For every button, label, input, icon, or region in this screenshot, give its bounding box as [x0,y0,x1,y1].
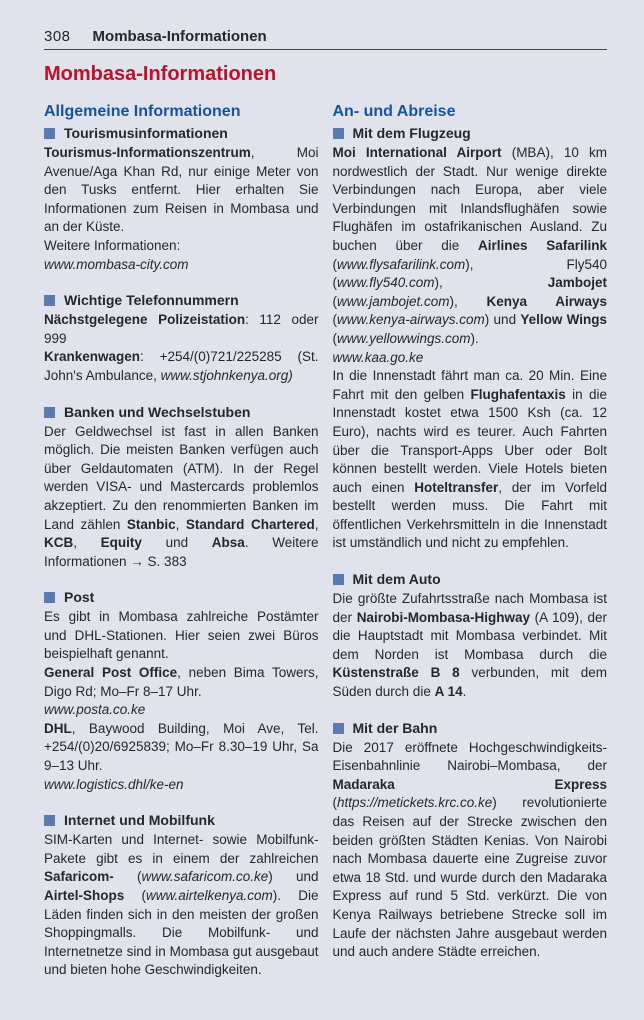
section-heading [44,292,319,308]
section-heading-label: Mit dem Auto [352,571,441,588]
paragraph [333,144,608,349]
group-heading: An- und Abreise [332,103,456,120]
paragraph [44,720,319,776]
paragraph [44,423,319,572]
text-run: , Baywood Building, Moi Ave, Tel. +254/(0)20/6925839; Mo–Fr 8.30–19 Uhr, Sa 9–13 Uhr. [44,720,319,774]
text-run: , neben Bima Towers, Digo Rd; Mo–Fr 8–17 Uhr. [44,665,319,699]
running-header [44,28,607,50]
text-run: Safaricom- [44,869,114,885]
text-run: ) revolutionierte das Reisen auf der Strecke zwischen den beiden größten Städten Kenias. Von Nairobi nach Mombasa dauerte eine Zugreise zuvor etwa 18 Std. und wurde durch den Madaraka Express auf rund 5 Std. verkürzt. Die von Kenya Railways betriebene Strecke soll im Laufe der nächsten Jahre ausgebaut werden und auch andere Städte erreichen. [332,795,607,960]
text-run: ( [332,256,337,272]
text-run: Die 2017 eröffnete Hochgeschwindigkeits-Eisenbahnlinie Nairobi–Mombasa, der [332,739,607,774]
section [44,125,319,274]
section [333,571,608,702]
paragraph [44,831,319,980]
section-heading [44,589,319,605]
text-run: Jambojet [547,275,607,291]
page-title: Mombasa-Informationen [44,63,277,85]
text-run: , [314,516,319,532]
right-column [333,103,608,998]
text-run: ( [332,312,337,328]
text-run: ( [332,293,337,309]
paragraph [44,311,319,348]
section-heading [44,404,319,420]
paragraph [333,739,608,962]
paragraph [333,349,608,368]
text-run: Weitere Informationen: [44,237,181,253]
text-run: Kenya Airways [486,293,607,309]
running-header-title: Mombasa-Informationen [92,28,267,45]
text-run: Standard Chartered [185,516,315,532]
paragraph [44,608,319,664]
text-run: General Post Office [44,665,178,681]
text-run: Absa [211,535,245,551]
text-run: Yellow Wings [520,312,607,328]
section [333,720,608,962]
text-run: Krankenwagen [44,349,141,365]
url-text: www.safaricom.co.ke [141,869,269,885]
section-bullet-icon [333,574,344,585]
section-bullet-icon [44,815,55,826]
text-run: verbunden, mit dem Süden durch die [332,665,607,700]
section-heading-label: Tourismusinformationen [64,125,228,141]
text-run: Stanbic [126,516,176,532]
section-heading [44,812,319,828]
section-bullet-icon [333,128,344,139]
text-run: (MBA), 10 km nordwestlich der Stadt. Nur wenige direkte Verbindungen nach Europa, aber viele Verbindungen mit Inlandsflughäfen sowie Flughäfen im ostafrikanischen Ausland. Zu buchen über die [332,145,607,253]
paragraph [333,367,608,553]
section-heading-label: Banken und Wechselstuben [64,403,251,420]
text-run: ). Die Läden finden sich in den meisten der großen Shoppingmalls. Die Mobilfunk- und Internetnetze sind in Mombasa gut ausgebaut und bieten hohe Geschwindigkeiten. [44,888,319,978]
paragraph [44,776,319,795]
section-bullet-icon [44,128,55,139]
url-text: www.flysafarilink.com [337,256,466,272]
text-run: In die Innenstadt fährt man ca. 20 Min. Eine Fahrt mit den gelben [332,368,607,402]
section [333,125,608,553]
text-run: : 112 oder 999 [44,312,319,346]
text-run: SIM-Karten und Internet- sowie Mobilfunk-Pakete gibt es in einem der zahlreichen [44,832,319,866]
group-heading: Allgemeine Informationen [44,103,241,120]
section-heading-label: Mit der Bahn [352,719,438,736]
text-run: Die größte Zufahrtsstraße nach Mombasa ist der [332,591,607,625]
section-heading [44,125,319,141]
url-text: www.logistics.dhl/ke-en [44,776,184,792]
text-run: und [141,535,212,551]
section-bullet-icon [44,295,55,306]
section-heading [333,571,608,587]
text-run: Nächstgelegene Polizeistation [44,312,246,328]
text-run: ( [124,888,146,903]
text-run: Der Geldwechsel ist fast in allen Banken möglich. Die meisten Banken verfügen auch über Geldautomaten (ATM). In der Regel werden VISA- und Mastercards problemlos akzeptiert. Zu den renommierten Banken im Land zählen [44,423,319,532]
section-heading [333,720,608,736]
section-heading-label: Post [64,589,95,606]
text-run: DHL [44,720,72,736]
text-run: , [73,535,101,551]
text-run: ), [449,293,487,309]
section [44,404,319,572]
text-run: Es gibt in Mombasa zahlreiche Postämter und DHL-Stationen. Hier seien zwei Büros beispielhaft genannt. [44,609,319,662]
paragraph [44,256,319,275]
url-text: www.kenya-airways.com [337,312,485,328]
text-run: ( [332,330,337,346]
paragraph [44,348,319,385]
url-text: www.posta.co.ke [44,702,146,718]
section-heading-label: Internet und Mobilfunk [64,812,215,829]
section-heading [333,125,608,141]
page-number: 308 [44,28,71,45]
text-run: . Weitere Informationen → S. 383 [44,535,319,569]
url-text: www.jambojet.com [337,293,450,309]
text-run: A 14 [434,684,463,700]
section-heading-label: Wichtige Telefonnummern [64,292,239,309]
text-run: in die Innenstadt kostet etwa 1500 Ksh (ca. 12 Euro), nachts wird es teurer. Auch Fahrten über die Transport-Apps Uber oder Bolt können bestellt werden. Viele Hotels bieten auch einen [332,386,607,495]
text-run: ( [113,869,142,885]
text-run: Küstenstraße B 8 [332,665,460,681]
text-run: ), Fly540 ( [332,256,607,291]
url-text: https://metickets.krc.co.ke [337,795,493,811]
text-run: (A 109), der die Hauptstadt mit Mombasa verbindet. Mit dem Norden ist Mombasa durch die [332,609,608,662]
text-run: Airtel-Shops [44,888,125,903]
url-text: www.fly540.com [337,275,435,291]
section [44,292,319,385]
text-run: Hoteltransfer [414,479,499,495]
text-run: ( [332,795,337,811]
url-text: www.stjohnkenya.org) [160,367,293,383]
section [44,589,319,794]
text-run: . [462,684,467,700]
text-run: ), [434,275,548,291]
text-run: Equity [100,535,142,551]
text-run: , der im Vorfeld bestellt werden muss. Die Fahrt mit öffentlichen Verkehrsmitteln in die Innenstadt ist umständlich und nicht zu empfehlen. [332,479,608,551]
url-text: www.airtelkenya.com [145,888,273,903]
section-bullet-icon [333,723,344,734]
text-run: , [175,516,186,532]
paragraph [333,590,608,702]
text-run: ) und [484,312,521,328]
text-run: ). [470,330,479,346]
paragraph [44,664,319,701]
paragraph [44,237,319,256]
section [44,812,319,980]
paragraph [44,144,319,237]
url-text: www.kaa.go.ke [332,349,424,365]
text-run: Madaraka Express [332,776,607,792]
text-run: Airlines Safarilink [477,237,607,253]
text-run: : +254/(0)721/225285 (St. John's Ambulance, [44,349,319,383]
left-column [44,103,319,998]
section-bullet-icon [44,592,55,603]
text-run: Nairobi-Mombasa-Highway [356,609,530,625]
paragraph [44,701,319,720]
section-bullet-icon [44,407,55,418]
text-run: Flughafentaxis [470,386,566,402]
text-run: Moi International Airport [332,145,502,160]
text-run: Tourismus-Informationszentrum [44,145,251,160]
text-run: KCB [44,535,74,551]
url-text: www.mombasa-city.com [44,256,189,272]
section-heading-label: Mit dem Flugzeug [352,125,471,141]
text-run: ) und [268,869,319,885]
text-run: , Moi Avenue/Aga Khan Rd, nur einige Meter von den Tusks entfernt. Hier erhalten Sie Informationen zum Reisen in Mombasa und an der Küste. [44,145,319,235]
two-column-layout [44,103,607,998]
url-text: www.yellowwings.com [337,330,471,346]
